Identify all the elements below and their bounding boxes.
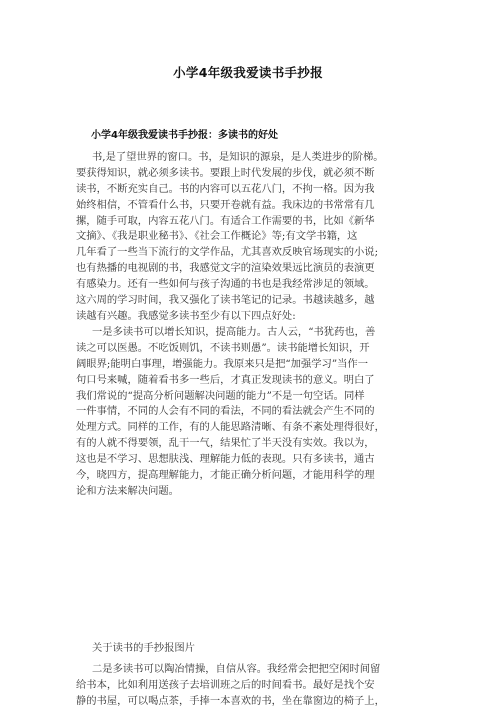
paragraph-line: 给书本，比如利用送孩子去培训班之后的时间看书。最好是找个安 xyxy=(76,678,375,691)
paragraph-line: 今，晓四方，提高理解能力，才能正确分析问题，才能用科学的理 xyxy=(76,469,375,482)
paragraph-line: 有的人就不得要领，乱干一气，结果忙了半天没有实效。我以为， xyxy=(76,437,375,450)
paragraph-line: 要获得知识，就必须多读书。要跟上时代发展的步伐，就必须不断 xyxy=(76,166,375,179)
paragraph-line: 句口号来喊，随着看书多一些后，才真正发现读书的意义。明白了 xyxy=(76,373,375,386)
paragraph-line: 我们常说的“提高分析问题解决问题的能力”不是一句空话。同样 xyxy=(76,389,365,402)
paragraph-line: 有感染力。还有一些如何与孩子沟通的书也是我经常涉足的领域。 xyxy=(76,278,375,291)
paragraph-line: 书,是了望世界的窗口。书，是知识的源泉，是人类进步的阶梯。 xyxy=(92,151,384,163)
paragraph-line: 静的书屋，可以喝点茶，手捧一本喜欢的书，坐在靠窗边的椅子上， xyxy=(76,694,385,707)
paragraph-line: 摞，随手可取，内容五花八门。有适合工作需要的书，比如《新华 xyxy=(76,214,375,227)
paragraph-line: 几年看了一些当下流行的文学作品，尤其喜欢反映官场现实的小说; xyxy=(76,246,379,259)
paragraph-2 xyxy=(76,325,428,500)
section-heading: 小学4年级我爱读书手抄报：多读书的好处 xyxy=(91,130,278,141)
paragraph-line: 文摘》、《我是职业秘书》、《社会工作概论》等;有文学书籍，这 xyxy=(76,230,358,243)
paragraph-line: 处理方式。同样的工作，有的人能思路清晰、有条不紊处理得很好， xyxy=(76,421,385,434)
paragraph-line: 论和方法来解决问题。 xyxy=(76,484,179,497)
paragraph-line: 阔眼界;能明白事理，增强能力。我原来只是把“加强学习”当作一 xyxy=(76,357,369,370)
paragraph-line: 读越有兴趣。我感觉多读书至少有以下四点好处: xyxy=(76,309,296,322)
paragraph-line: 一是多读书可以增长知识，提高能力。古人云，“书犹药也，善 xyxy=(92,326,376,338)
paragraph-line: 这也是不学习、思想肤浅、理解能力低的表现。只有多读书，通古 xyxy=(76,453,375,466)
paragraph-line: 始终相信，不管看什么书，只要开卷就有益。我床边的书常常有几 xyxy=(76,198,375,211)
paragraph-line: 也有热播的电视剧的书，我感觉文字的渲染效果远比演员的表演更 xyxy=(76,262,375,275)
paragraph-line: 一件事情，不同的人会有不同的看法，不同的看法就会产生不同的 xyxy=(76,405,375,418)
image-caption: 关于读书的手抄报图片 xyxy=(92,642,195,654)
paragraph-3 xyxy=(76,662,428,710)
paragraph-line: 这六周的学习时间，我又强化了读书笔记的记录。书越读越多，越 xyxy=(76,294,375,307)
paragraph-line: 二是多读书可以陶冶情操，自信从容。我经常会把把空闲时间留 xyxy=(92,663,381,675)
paragraph-line: 读书，不断充实自己。书的内容可以五花八门，不拘一格。因为我 xyxy=(76,182,375,195)
document-title: 小学4年级我爱读书手抄报 xyxy=(173,65,323,80)
paragraph-line: 读之可以医愚。不吃饭则饥，不读书则愚”。读书能增长知识，开 xyxy=(76,341,370,354)
paragraph-1 xyxy=(76,150,428,325)
